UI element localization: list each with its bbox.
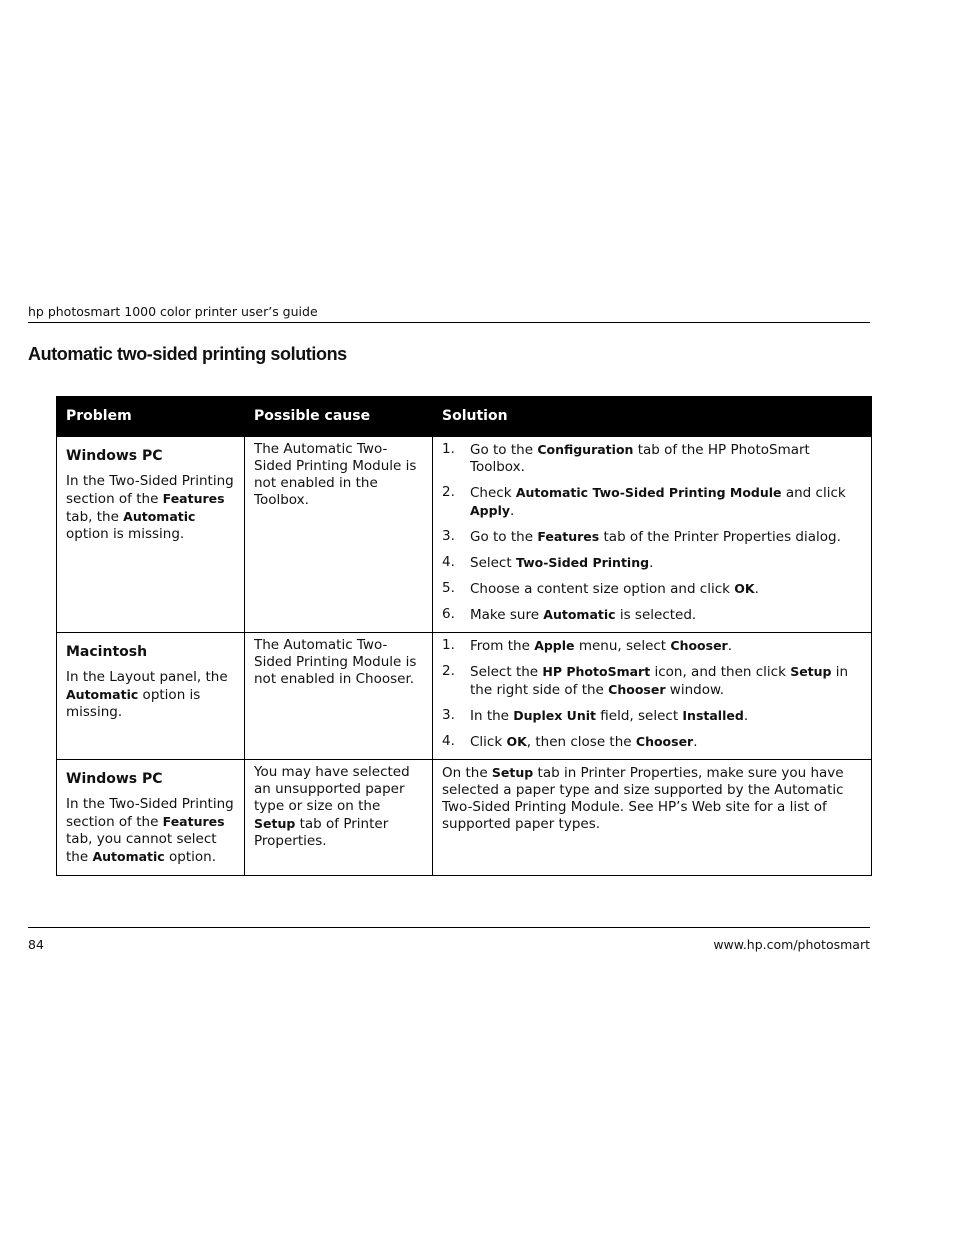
step-number: 3. (442, 528, 455, 544)
solution-cell (433, 437, 872, 633)
solutions-table (56, 396, 872, 876)
solution-steps (442, 637, 862, 751)
table-row (57, 760, 872, 876)
step-text: In the Duplex Unit field, select Installed. (470, 708, 749, 724)
solution-step (442, 733, 862, 751)
step-number: 2. (442, 484, 455, 500)
bold-term: Automatic (66, 687, 139, 702)
solution-cell (433, 633, 872, 760)
step-text: Select Two-Sided Printing. (470, 555, 654, 571)
solution-step (442, 554, 862, 572)
possible-cause: You may have selected an unsupported paper type or size on the Setup tab of Printer Properties. (254, 764, 410, 849)
column-header-problem: Problem (57, 397, 245, 437)
possible-cause: The Automatic Two-Sided Printing Module is not enabled in the Toolbox. (254, 441, 417, 508)
running-header: hp photosmart 1000 color printer user’s guide (28, 304, 318, 319)
problem-description: In the Two-Sided Printing section of the Features tab, the Automatic option is missing. (66, 473, 234, 542)
section-title: Automatic two-sided printing solutions (28, 344, 347, 364)
bold-term: Automatic (123, 509, 196, 524)
problem-title: Macintosh (66, 644, 148, 660)
step-number: 5. (442, 580, 455, 596)
step-text: Make sure Automatic is selected. (470, 607, 697, 623)
problem-description: In the Layout panel, the Automatic option is missing. (66, 669, 228, 720)
step-number: 3. (442, 707, 455, 723)
header-rule (28, 322, 870, 323)
problem-cell (57, 437, 245, 633)
bold-term: Setup (790, 664, 832, 679)
bold-term: Configuration (537, 442, 634, 457)
solution-steps (442, 441, 862, 624)
problem-description: In the Two-Sided Printing section of the Features tab, you cannot select the Automatic option. (66, 796, 234, 865)
step-number: 6. (442, 606, 455, 622)
solution-step (442, 528, 862, 546)
bold-term: Duplex Unit (513, 708, 596, 723)
problem-cell (57, 633, 245, 760)
bold-term: OK (734, 581, 755, 596)
step-text: Choose a content size option and click OK. (470, 581, 759, 597)
solution-step (442, 484, 862, 520)
bold-term: Apple (534, 638, 575, 653)
step-text: Go to the Features tab of the Printer Properties dialog. (470, 529, 841, 545)
cause-cell (245, 437, 433, 633)
cause-cell (245, 633, 433, 760)
step-number: 2. (442, 663, 455, 679)
footer-url: www.hp.com/photosmart (713, 937, 870, 952)
step-number: 1. (442, 441, 455, 457)
step-number: 4. (442, 554, 455, 570)
bold-term: Setup (491, 765, 534, 780)
column-header-cause: Possible cause (245, 397, 433, 437)
page-number: 84 (28, 937, 44, 952)
possible-cause: The Automatic Two-Sided Printing Module is not enabled in Chooser. (254, 637, 417, 687)
bold-term: Automatic (543, 607, 616, 622)
problem-cell (57, 760, 245, 876)
step-text: Select the HP PhotoSmart icon, and then click Setup in the right side of the Chooser window. (470, 664, 849, 698)
bold-term: Features (162, 814, 225, 829)
bold-term: Setup (254, 816, 296, 831)
table-header-row (57, 397, 872, 437)
bold-term: Chooser (608, 682, 666, 697)
bold-term: Two-Sided Printing (515, 555, 650, 570)
solution-step (442, 707, 862, 725)
step-text: Check Automatic Two-Sided Printing Module and click Apply. (470, 485, 846, 519)
solution-cell (433, 760, 872, 876)
bold-term: Chooser (670, 638, 728, 653)
column-header-solution: Solution (433, 397, 872, 437)
step-text: From the Apple menu, select Chooser. (470, 638, 733, 654)
solution-step (442, 441, 862, 476)
step-text: Go to the Configuration tab of the HP PhotoSmart Toolbox. (470, 442, 810, 475)
bold-term: HP PhotoSmart (542, 664, 651, 679)
bold-term: Automatic (92, 849, 165, 864)
footer-rule (28, 927, 870, 928)
table-row (57, 437, 872, 633)
table-row (57, 633, 872, 760)
solution-text: On the Setup tab in Printer Properties, make sure you have selected a paper type and size supported by the Automatic Two-Sided Printing Module. See HP’s Web site for a list of supported paper types. (442, 765, 844, 832)
bold-term: Features (162, 491, 225, 506)
bold-term: Features (537, 529, 600, 544)
problem-title: Windows PC (66, 448, 163, 464)
step-number: 4. (442, 733, 455, 749)
solution-step (442, 580, 862, 598)
step-number: 1. (442, 637, 455, 653)
step-text: Click OK, then close the Chooser. (470, 734, 698, 750)
bold-term: Apply (470, 503, 511, 518)
solution-step (442, 663, 862, 699)
solution-step (442, 606, 862, 624)
cause-cell (245, 760, 433, 876)
solution-step (442, 637, 862, 655)
bold-term: Automatic Two-Sided Printing Module (515, 485, 782, 500)
bold-term: OK (506, 734, 527, 749)
bold-term: Chooser (635, 734, 694, 749)
bold-term: Installed (682, 708, 744, 723)
problem-title: Windows PC (66, 771, 163, 787)
